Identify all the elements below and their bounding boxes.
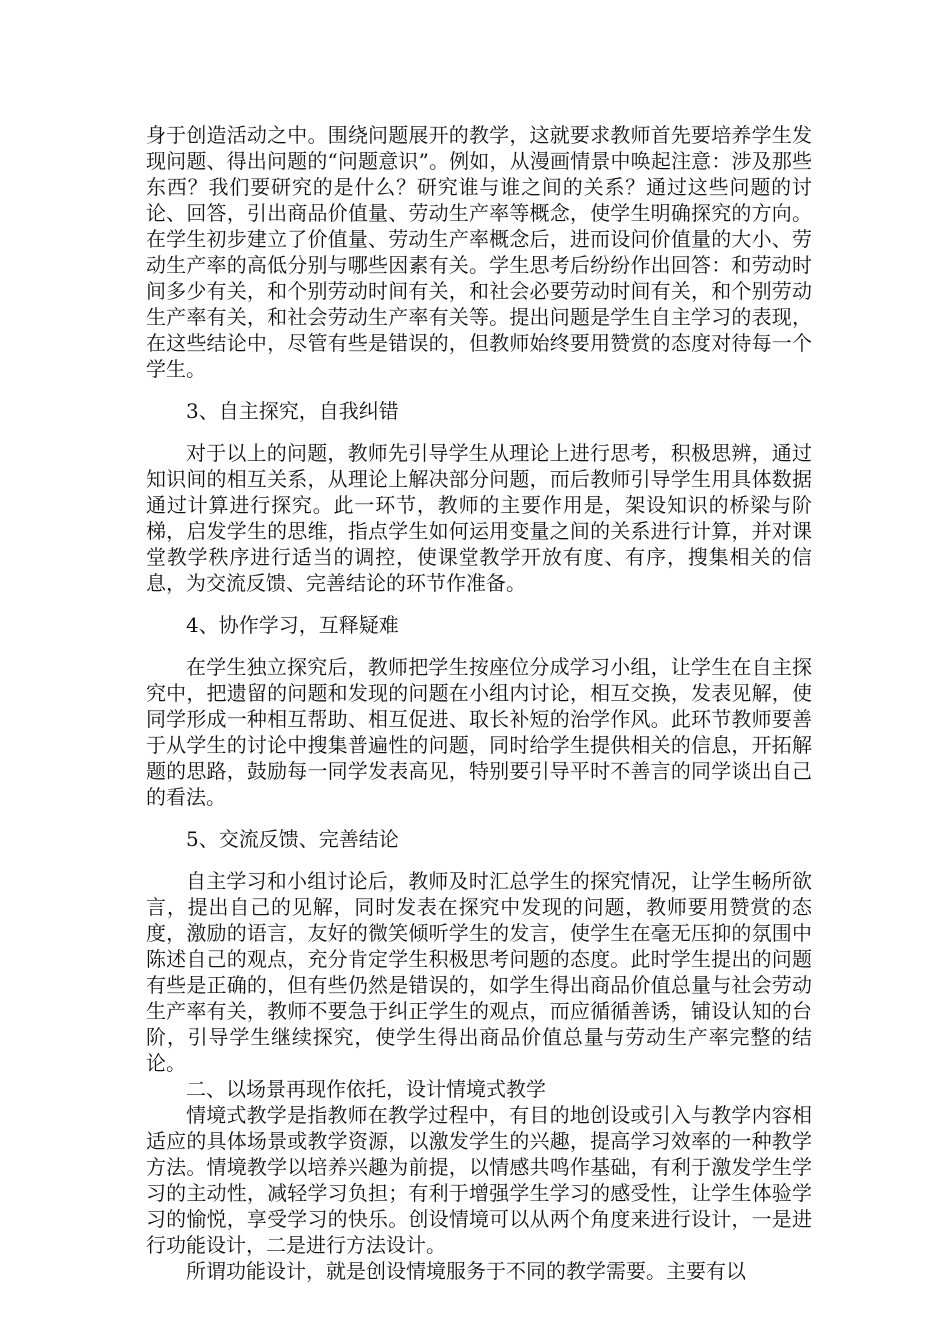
paragraph: 所谓功能设计，就是创设情境服务于不同的教学需要。主要有以 bbox=[186, 1259, 746, 1283]
document-body bbox=[146, 122, 812, 1284]
paragraph: 自主学习和小组讨论后，教师及时汇总学生的探究情况，让学生畅所欲言，提出自己的见解，同时发表在探究中发现的问题，教师要用赞赏的态度，激励的语言，友好的微笑倾听学生的发言，使学生在毫无压抑的氛围中陈述自己的观点，充分肯定学生积极思考问题的态度。此时学生提出的问题有些是正确的，但有些仍然是错误的，如学生得出商品价值总量与社会劳动生产率有关，教师不要急于纠正学生的观点，而应循循善诱，铺设认知的台阶，引导学生继续探究，使学生得出商品价值总量与劳动生产率完整的结论。 bbox=[146, 869, 812, 1075]
paragraph: 情境式教学是指教师在教学过程中，有目的地创设或引入与教学内容相适应的具体场景或教学资源，以激发学生的兴趣，提高学习效率的一种教学方法。情境教学以培养兴趣为前提，以情感共鸣作基础，有利于激发学生学习的主动性，减轻学习负担；有利于增强学生学习的感受性，让学生体验学习的愉悦，享受学习的快乐。创设情境可以从两个角度来进行设计，一是进行功能设计，二是进行方法设计。 bbox=[146, 1103, 812, 1257]
section-heading-part-2: 二、以场景再现作依托，设计情境式教学 bbox=[186, 1077, 546, 1101]
section-heading-5: 5、交流反馈、完善结论 bbox=[186, 827, 399, 851]
section-heading-4: 4、协作学习，互释疑难 bbox=[186, 613, 399, 637]
paragraph: 对于以上的问题，教师先引导学生从理论上进行思考，积极思辨，通过知识间的相互关系，从理论上解决部分问题，而后教师引导学生用具体数据通过计算进行探究。此一环节，教师的主要作用是，架设知识的桥梁与阶梯，启发学生的思维，指点学生如何运用变量之间的关系进行计算，并对课堂教学秩序进行适当的调控，使课堂教学开放有度、有序，搜集相关的信息，为交流反馈、完善结论的环节作准备。 bbox=[146, 441, 812, 595]
section-heading-3: 3、自主探究，自我纠错 bbox=[186, 399, 399, 423]
paragraph-continued: 身于创造活动之中。围绕问题展开的教学，这就要求教师首先要培养学生发现问题、得出问题的“问题意识”。例如，从漫画情景中唤起注意：涉及那些东西？我们要研究的是什么？研究谁与谁之间的关系？通过这些问题的讨论、回答，引出商品价值量、劳动生产率等概念，使学生明确探究的方向。在学生初步建立了价值量、劳动生产率概念后，进而设问价值量的大小、劳动生产率的高低分别与哪些因素有关。学生思考后纷纷作出回答：和劳动时间多少有关，和个别劳动时间有关，和社会必要劳动时间有关，和个别劳动生产率有关，和社会劳动生产率有关等。提出问题是学生自主学习的表现，在这些结论中，尽管有些是错误的，但教师始终要用赞赏的态度对待每一个学生。 bbox=[146, 123, 812, 381]
paragraph: 在学生独立探究后，教师把学生按座位分成学习小组，让学生在自主探究中，把遗留的问题和发现的问题在小组内讨论，相互交换，发表见解，使同学形成一种相互帮助、相互促进、取长补短的治学作风。此环节教师要善于从学生的讨论中搜集普遍性的问题，同时给学生提供相关的信息，开拓解题的思路，鼓励每一同学发表高见，特别要引导平时不善言的同学谈出自己的看法。 bbox=[146, 655, 812, 809]
